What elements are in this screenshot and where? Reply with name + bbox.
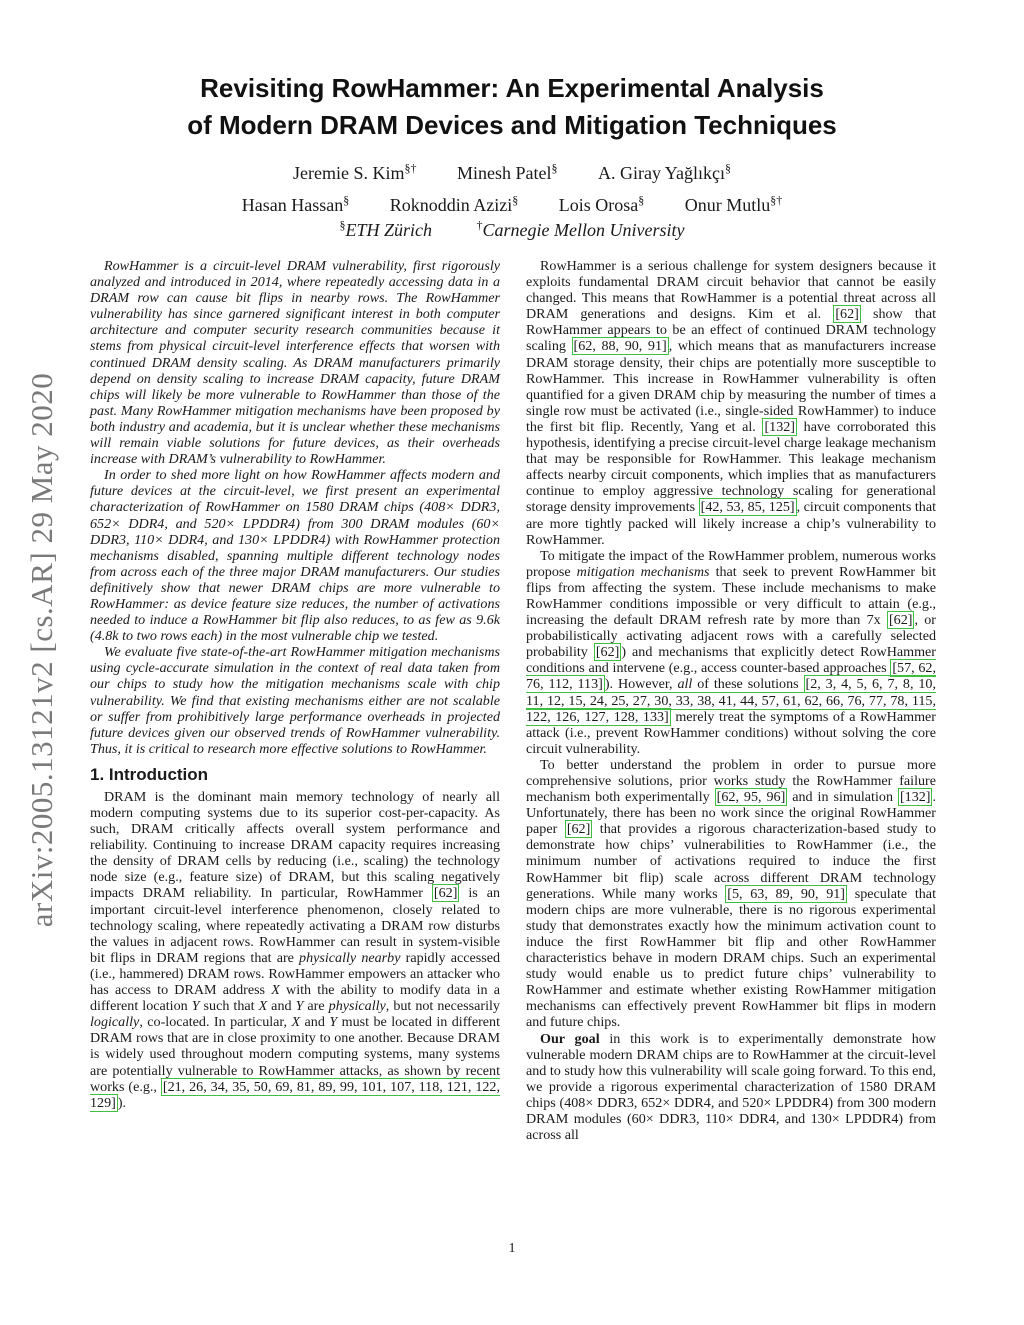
abstract-paragraph: RowHammer is a circuit-level DRAM vulnerability, first rigorously analyzed and introduced in 2014, where repeatedly accessing data in a DRAM row can cause bit flips in nearby rows. The RowHammer vulnerability has since garnered significant interest in both computer architecture and computer security research communities because it stems from physical circuit-level interference effects that worsen with continued DRAM density scaling. As DRAM manufacturers primarily depend on density scaling to increase DRAM capacity, future DRAM chips will likely be more vulnerable to RowHammer than those of the past. Many RowHammer mitigation mechanisms have been proposed by both industry and academia, but it is unclear whether these mechanisms will remain viable solutions for future devices, as their overheads increase with DRAM’s vulnerability to RowHammer.	[90, 258, 500, 468]
right-column	[526, 258, 936, 1143]
citation-link[interactable]: [42, 53, 85, 125]	[700, 499, 795, 516]
section-heading-introduction: 1. Introduction	[90, 764, 209, 784]
citation-link[interactable]: [62, 95, 96]	[716, 789, 786, 806]
citation-link[interactable]: [62]	[433, 885, 458, 902]
left-column	[90, 258, 500, 1111]
author: Lois Orosa§	[558, 193, 645, 215]
page-number: 1	[508, 1241, 516, 1256]
author: Hasan Hassan§	[241, 193, 350, 215]
citation-link[interactable]: [132]	[764, 418, 795, 435]
author: Jeremie S. Kim§†	[293, 161, 417, 183]
title-line-1: Revisiting RowHammer: An Experimental Analysis	[200, 73, 824, 103]
citation-link[interactable]: [2, 3, 4, 5, 6, 7, 8, 10, 11, 12, 15, 24, 25, 27, 30, 33, 38, 41, 44, 57, 61, 62, 66, 76, 77, 78, 115, 122, 126, 127, 128, 133]	[526, 676, 936, 725]
intro-paragraph: DRAM is the dominant main memory technology of nearly all modern computing systems due to its superior cost-per-capacity. As such, DRAM critically affects overall system performance and reliability. Continuing to increase DRAM capacity requires increasing the density of DRAM cells by reducing (i.e., scaling) the technology node size (e.g., feature size) of DRAM, but this scaling negatively impacts DRAM reliability. In particular, RowHammer [62] is an important circuit-level interference phenomenon, closely related to technology scaling, where repeatedly activating a DRAM row disturbs the values in adjacent rows. RowHammer can result in system-visible bit flips in DRAM regions that are physically nearby rapidly accessed (i.e., hammered) DRAM rows. RowHammer empowers an attacker who has access to DRAM address X with the ability to modify data in a different location Y such that X and Y are physically, but not necessarily logically, co-located. In particular, X and Y must be located in different DRAM rows that are in close proximity to one another. Because DRAM is widely used throughout modern computing systems, many systems are potentially vulnerable to RowHammer attacks, as shown by recent works (e.g., [21, 26, 34, 35, 50, 69, 81, 89, 99, 101, 107, 118, 121, 122, 129] ).	[90, 788, 501, 1111]
citation-link[interactable]: [62]	[595, 644, 620, 661]
arxiv-identifier: arXiv:2005.13121v2 [cs.AR] 29 May 2020	[24, 372, 59, 928]
paper-title	[90, 70, 934, 144]
abstract-paragraph: We evaluate five state-of-the-art RowHammer mitigation mechanisms using cycle-accurate simulation in the context of real data taken from our chips to study how the mitigation mechanisms scale with chip vulnerability. We find that existing mechanisms either are not scalable or suffer from prohibitively large performance overheads in projected future devices given our observed trends of RowHammer vulnerability. Thus, it is critical to research more effective solutions to RowHammer.	[90, 644, 500, 757]
author-row-1	[90, 155, 934, 187]
author-list	[90, 155, 934, 219]
body-paragraph: To better understand the problem in order to pursue more comprehensive solutions, prior works study the RowHammer failure mechanism both experimentally [62, 95, 96] and in simulation [132] . Unfortunately, there has been no work since the original RowHammer paper [62] that provides a rigorous characterization-based study to demonstrate how chips’ vulnerabilities to RowHammer (i.e., the minimum number of activations required to induce the first RowHammer bit flip) scale across different DRAM technology generations. While many works [5, 63, 89, 90, 91] speculate that modern chips are more vulnerable, there is no rigorous experimental study that demonstrates exactly how the minimum activation count to induce the first RowHammer bit flip and other RowHammer characteristics behave in modern DRAM chips. Such an experimental study would enable us to predict future chips’ vulnerability to RowHammer and estimate whether existing RowHammer mitigation mechanisms can effectively prevent RowHammer bit flips in modern and future chips.	[526, 756, 937, 1031]
author: Minesh Patel§	[456, 161, 558, 183]
author: Roknoddin Azizi§	[389, 193, 519, 215]
citation-link[interactable]: [62]	[835, 306, 859, 323]
affiliation-eth: §ETH Zürich	[339, 218, 433, 240]
citation-link[interactable]: [62, 88, 90, 91]	[573, 338, 667, 355]
affiliations	[90, 218, 934, 241]
citation-link[interactable]: [21, 26, 34, 35, 50, 69, 81, 89, 99, 101, 107, 118, 121, 122, 129]	[90, 1078, 500, 1111]
affiliation-cmu: †Carnegie Mellon University	[476, 218, 685, 240]
citation-link[interactable]: [132]	[899, 789, 931, 806]
body-paragraph: RowHammer is a serious challenge for system designers because it exploits fundamental DRAM circuit behavior that cannot be easily changed. This means that RowHammer is a potential threat across all DRAM generations and designs. Kim et al. [62] show that RowHammer appears to be an effect of continued DRAM technology scaling [62, 88, 90, 91] , which means that as manufacturers increase DRAM storage density, their chips are potentially more susceptible to RowHammer. This increase in RowHammer vulnerability is often quantified for a given DRAM chip by measuring the number of times a single row must be activated (i.e., single-sided RowHammer) to induce the first bit flip. Recently, Yang et al. [132] have corroborated this hypothesis, identifying a precise circuit-level charge leakage mechanism that may be responsible for RowHammer. This leakage mechanism affects nearby circuit components, which implies that as manufacturers continue to employ aggressive technology scaling for generational storage density improvements [42, 53, 85, 125] , circuit components that are more tightly packed will likely increase a chip’s vulnerability to RowHammer.	[526, 258, 937, 548]
author: Onur Mutlu§†	[684, 193, 783, 215]
abstract	[90, 258, 500, 757]
body-paragraph: Our goal in this work is to experimentally demonstrate how vulnerable modern DRAM chips are to RowHammer at the circuit-level and to study how this vulnerability will scale going forward. To this end, we provide a rigorous experimental characterization of 1580 DRAM chips (408× DDR3, 652× DDR4, and 520× LPDDR4) from 300 modern DRAM modules (60× DDR3, 110× DDR4, and 130× LPDDR4) from across all	[526, 1030, 936, 1144]
author: A. Giray Yağlıkçı§	[597, 161, 731, 183]
body-paragraph: To mitigate the impact of the RowHammer problem, numerous works propose mitigation mechanisms that seek to prevent RowHammer bit flips from affecting the system. These include mechanisms to make RowHammer conditions impossible or very difficult to attain (e.g., increasing the default DRAM refresh rate by more than 7x [62] , or probabilistically activating adjacent rows with a carefully selected probability [62] ) and mechanisms that explicitly detect RowHammer conditions and intervene (e.g., access counter-based approaches [57, 62, 76, 112, 113] ). However, all of these solutions [2, 3, 4, 5, 6, 7, 8, 10, 11, 12, 15, 24, 25, 27, 30, 33, 38, 41, 44, 57, 61, 62, 66, 76, 77, 78, 115, 122, 126, 127, 128, 133] merely treat the symptoms of a RowHammer attack (i.e., prevent RowHammer conditions) without solving the core circuit vulnerability.	[526, 547, 937, 757]
citation-link[interactable]: [62]	[888, 612, 913, 629]
citation-link[interactable]: [5, 63, 89, 90, 91]	[727, 885, 845, 902]
abstract-paragraph: In order to shed more light on how RowHammer affects modern and future devices at the circuit-level, we first present an experimental characterization of RowHammer on 1580 DRAM chips (408× DDR3, 652× DDR4, and 520× LPDDR4) from 300 DRAM modules (60× DDR3, 110× DDR4, and 130× LPDDR4) with RowHammer protection mechanisms disabled, spanning multiple different technology nodes from across each of the three major DRAM manufacturers. Our studies definitively show that newer DRAM chips are more vulnerable to RowHammer: as device feature size reduces, the number of activations needed to induce a RowHammer bit flip also reduces, to as few as 9.6k (4.8k to two rows each) in the most vulnerable chip we tested.	[90, 467, 500, 645]
citation-link[interactable]: [62]	[566, 821, 591, 838]
author-row-2	[90, 187, 934, 219]
citation-link[interactable]: [57, 62, 76, 112, 113]	[526, 660, 937, 693]
title-line-2: of Modern DRAM Devices and Mitigation Techniques	[187, 110, 837, 140]
